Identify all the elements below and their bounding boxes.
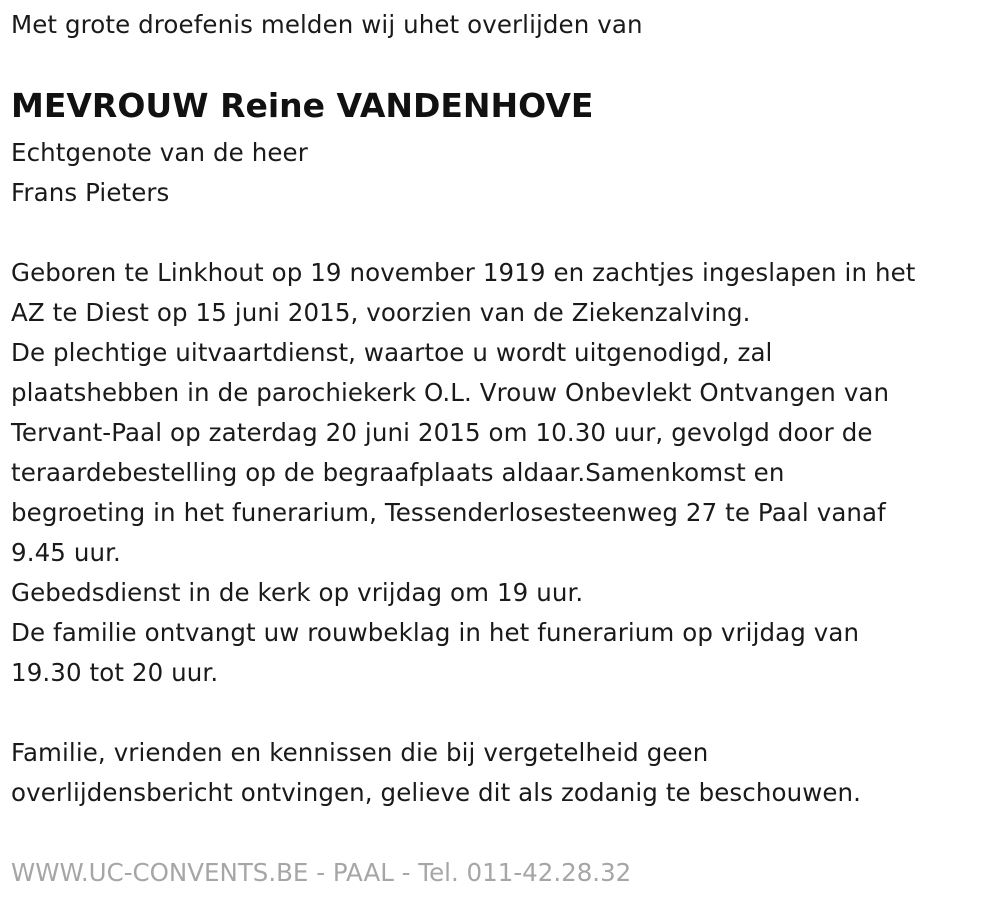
details-line: De plechtige uitvaartdienst, waartoe u wordt uitgenodigd, zal <box>11 338 773 367</box>
closing-line: Familie, vrienden en kennissen die bij vergetelheid geen <box>11 738 709 767</box>
details-line: plaatshebben in de parochiekerk O.L. Vrouw Onbevlekt Ontvangen van <box>11 378 890 407</box>
details-line: De familie ontvangt uw rouwbeklag in het funerarium op vrijdag van <box>11 618 860 647</box>
details-line: Gebedsdienst in de kerk op vrijdag om 19 uur. <box>11 578 584 607</box>
spouse-line: Echtgenote van de heer <box>11 138 308 167</box>
footer-contact: WWW.UC-CONVENTS.BE - PAAL - Tel. 011-42.28.32 <box>11 858 632 887</box>
intro-line: Met grote droefenis melden wij uhet overlijden van <box>11 10 643 39</box>
details-line: Geboren te Linkhout op 19 november 1919 en zachtjes ingeslapen in het <box>11 258 916 287</box>
spouse-line: Frans Pieters <box>11 178 170 207</box>
details-line: begroeting in het funerarium, Tessenderlosesteenweg 27 te Paal vanaf <box>11 498 886 527</box>
details-line: 9.45 uur. <box>11 538 121 567</box>
closing-line: overlijdensbericht ontvingen, gelieve dit als zodanig te beschouwen. <box>11 778 862 807</box>
details-line: Tervant-Paal op zaterdag 20 juni 2015 om 10.30 uur, gevolgd door de <box>11 418 873 447</box>
funeral-details <box>11 253 916 693</box>
details-line: AZ te Diest op 15 juni 2015, voorzien van de Ziekenzalving. <box>11 298 751 327</box>
details-line: 19.30 tot 20 uur. <box>11 658 219 687</box>
spouse-block <box>11 133 308 213</box>
details-line: teraardebestelling op de begraafplaats aldaar.Samenkomst en <box>11 458 785 487</box>
deceased-name: MEVROUW Reine VANDENHOVE <box>11 86 594 125</box>
closing-note <box>11 733 861 813</box>
